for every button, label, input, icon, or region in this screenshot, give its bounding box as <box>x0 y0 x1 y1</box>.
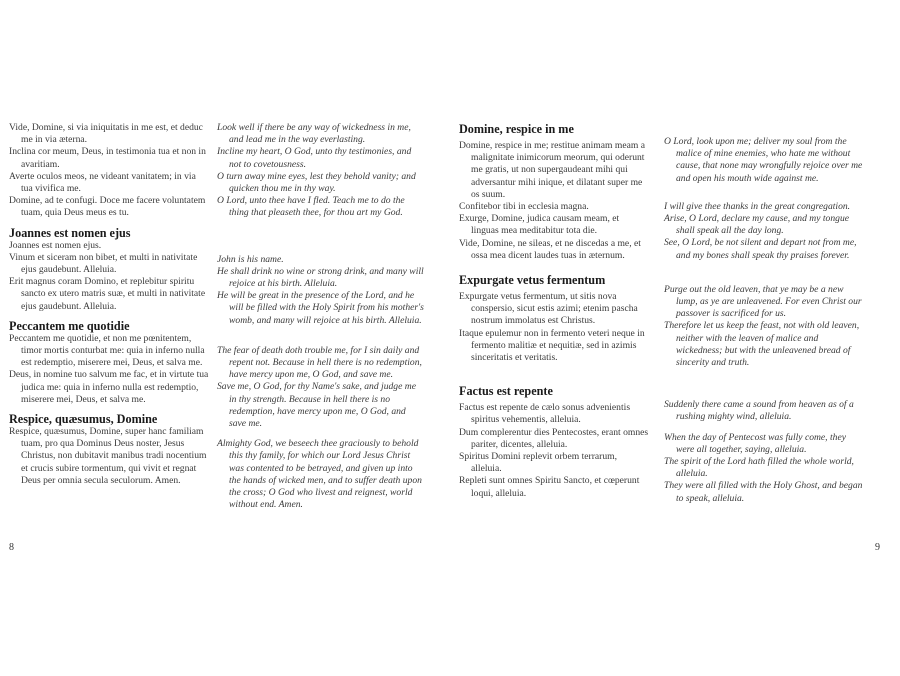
verse-line: Look well if there be any way of wickedness in me, and lead me in the way everlasting. <box>217 122 411 146</box>
verse-line: He will be great in the presence of the Lord, and he will be filled with the Holy Spirit from his mother's womb, and many will rejoice at his birth. Alleluia. <box>217 290 424 326</box>
verse-line: Therefore let us keep the feast, not with old leaven, neither with the leaven of malice and wickedness; but with the unleavened bread of sincerity and truth. <box>664 320 860 369</box>
verse-line: Domine, ad te confugi. Doce me facere voluntatem tuam, quia Deus meus es tu. <box>9 195 206 219</box>
verse-line: Confitebor tibi in ecclesia magna. <box>459 201 589 213</box>
latin-verses-joannes <box>9 240 209 313</box>
section-heading: Respice, quæsumus, Domine <box>9 412 158 427</box>
verse-line: Save me, O God, for thy Name's sake, and judge me in thy strength. Because in hell there is no redemption, have mercy upon me, O God, and save me. <box>217 381 416 430</box>
verse-line: Repleti sunt omnes Spiritu Sancto, et cœperunt loqui, alleluia. <box>459 475 640 499</box>
verse-line: O Lord, unto thee have I fled. Teach me to do the thing that pleaseth thee, for thou art my God. <box>217 195 405 219</box>
verse-line: Averte oculos meos, ne videant vanitatem; in via tua vivifica me. <box>9 170 196 195</box>
verse-line: Erit magnus coram Domino, et replebitur spiritu sancto ex utero matris suæ, et multi in nativitate ejus gaudebunt. Alleluia. <box>9 276 206 312</box>
verse-line: Vide, Domine, si via iniquitatis in me est, et deduc me in via æterna. <box>9 122 203 146</box>
verse-line: Deus, in nomine tuo salvum me fac, et in virtute tua judica me: quia in inferno nulla est redemptio, miserere mei, Deus, et salva me. <box>9 369 209 405</box>
english-verses-look-well <box>217 122 425 220</box>
page-number-left: 8 <box>9 542 14 553</box>
verse-line: Vide, Domine, ne sileas, et ne discedas a me, et ossa mea dicent laudes tuas in æternum. <box>459 237 641 261</box>
english-verses-suddenly <box>664 399 864 505</box>
verse-line: Incline my heart, O God, unto thy testimonies, and not to covetousness. <box>217 146 412 170</box>
verse-line: Joannes est nomen ejus. <box>9 239 102 251</box>
latin-verses-expurgate <box>459 291 649 364</box>
verse-line: Spiritus Domini replevit orbem terrarum, alleluia. <box>459 451 617 475</box>
section-heading: Joannes est nomen ejus <box>9 225 131 240</box>
verse-line: Suddenly there came a sound from heaven as of a rushing mighty wind, alleluia. <box>664 399 854 423</box>
verse-line: They were all filled with the Holy Ghost, and began to speak, alleluia. <box>664 480 863 504</box>
english-verses-o-lord-look <box>664 136 864 262</box>
verse-line: The fear of death doth trouble me, for I sin daily and repent not. Because in hell there is no redemption, have mercy upon me, O God, and save me. <box>217 344 422 381</box>
verse-line: O turn away mine eyes, lest they behold vanity; and quicken thou me in thy way. <box>217 170 416 195</box>
verse-line: See, O Lord, be not silent and depart not from me, and my bones shall speak thy praises forever. <box>664 237 857 261</box>
verse-line: Respice, quæsumus, Domine, super hanc familiam tuam, pro qua Dominus Deus noster, Jesus Christus, non dubitavit manibus tradi nocentium et crucis subire tormentum, qui vivit et regnat Deus per omnia secula seculorum. Amen. <box>9 426 207 486</box>
verse-line: When the day of Pentecost was fully come, they were all together, saying, alleluia. <box>664 431 846 455</box>
english-verses-almighty-god <box>217 438 425 511</box>
verse-line: Almighty God, we beseech thee graciously to behold this thy family, for which our Lord Jesus Christ was contented to be betrayed, and given up into the hands of wicked men, and to suffer death upon the cross; O God who livest and reignest, world without end. Amen. <box>217 438 422 511</box>
section-heading: Domine, respice in me <box>459 122 574 136</box>
verse-line: Factus est repente de cælo sonus advenientis spiritus vehementis, alleluia. <box>459 402 631 426</box>
latin-verses-respice <box>9 426 209 487</box>
verse-line: O Lord, look upon me; deliver my soul from the malice of mine enemies, who hate me without cause, that none may wrongfully rejoice over me and open his mouth wide against me. <box>664 136 863 184</box>
right-page-english-column <box>664 136 864 505</box>
latin-verses-domine-respice <box>459 140 649 262</box>
english-verses-purge-out <box>664 284 864 369</box>
section-heading: Factus est repente <box>459 384 553 399</box>
section-heading: Expurgate vetus fermentum <box>459 273 606 288</box>
verse-line: Expurgate vetus fermentum, ut sitis nova conspersio, sicut estis azimi; etenim pascha nostrum immolatus est Christus. <box>459 291 638 327</box>
left-page-english-column <box>217 122 425 511</box>
verse-line: He shall drink no wine or strong drink, and many will rejoice at his birth. Alleluia. <box>217 265 424 290</box>
verse-line: Vinum et siceram non bibet, et multi in nativitate ejus gaudebunt. Alleluia. <box>9 251 198 276</box>
verse-line: Itaque epulemur non in fermento veteri neque in fermento malitiæ et nequitiæ, sed in azimis sinceritatis et veritatis. <box>459 327 645 364</box>
verse-line: Peccantem me quotidie, et non me pœnitentem, timor mortis conturbat me: quia in inferno nulla est redemptio, miserere mei, Deus, et salva me. <box>9 332 205 369</box>
english-verses-fear-of-death <box>217 345 425 430</box>
verse-line: Domine, respice in me; restitue animam meam a malignitate inimicorum meorum, qui oderunt me gratis, ut non supergaudeant mihi qui adversantur mihi inique, et dilatant super me os suum. <box>459 140 645 200</box>
latin-verses-vide-domine <box>9 122 209 220</box>
verse-line: Purge out the old leaven, that ye may be a new lump, as ye are unleavened. For even Christ our passover is sacrificed for us. <box>664 283 862 320</box>
verse-line: Inclina cor meum, Deus, in testimonia tua et non in avaritiam. <box>9 146 206 170</box>
verse-line: I will give thee thanks in the great congregation. <box>664 200 851 212</box>
right-page-latin-column <box>459 122 649 500</box>
english-verses-john <box>217 254 425 327</box>
verse-line: Arise, O Lord, declare my cause, and my tongue shall speak all the day long. <box>664 213 849 237</box>
verse-line: John is his name. <box>217 253 284 265</box>
verse-line: Exurge, Domine, judica causam meam, et linguas mea meditabitur tota die. <box>459 213 620 237</box>
verse-line: Dum complerentur dies Pentecostes, erant omnes pariter, dicentes, alleluia. <box>459 426 649 450</box>
verse-line: The spirit of the Lord hath filled the whole world, alleluia. <box>664 456 854 480</box>
left-page-latin-column <box>9 122 209 487</box>
latin-verses-peccantem <box>9 333 209 406</box>
page-number-right: 9 <box>875 542 880 553</box>
section-heading: Peccantem me quotidie <box>9 318 130 333</box>
latin-verses-factus <box>459 402 649 500</box>
